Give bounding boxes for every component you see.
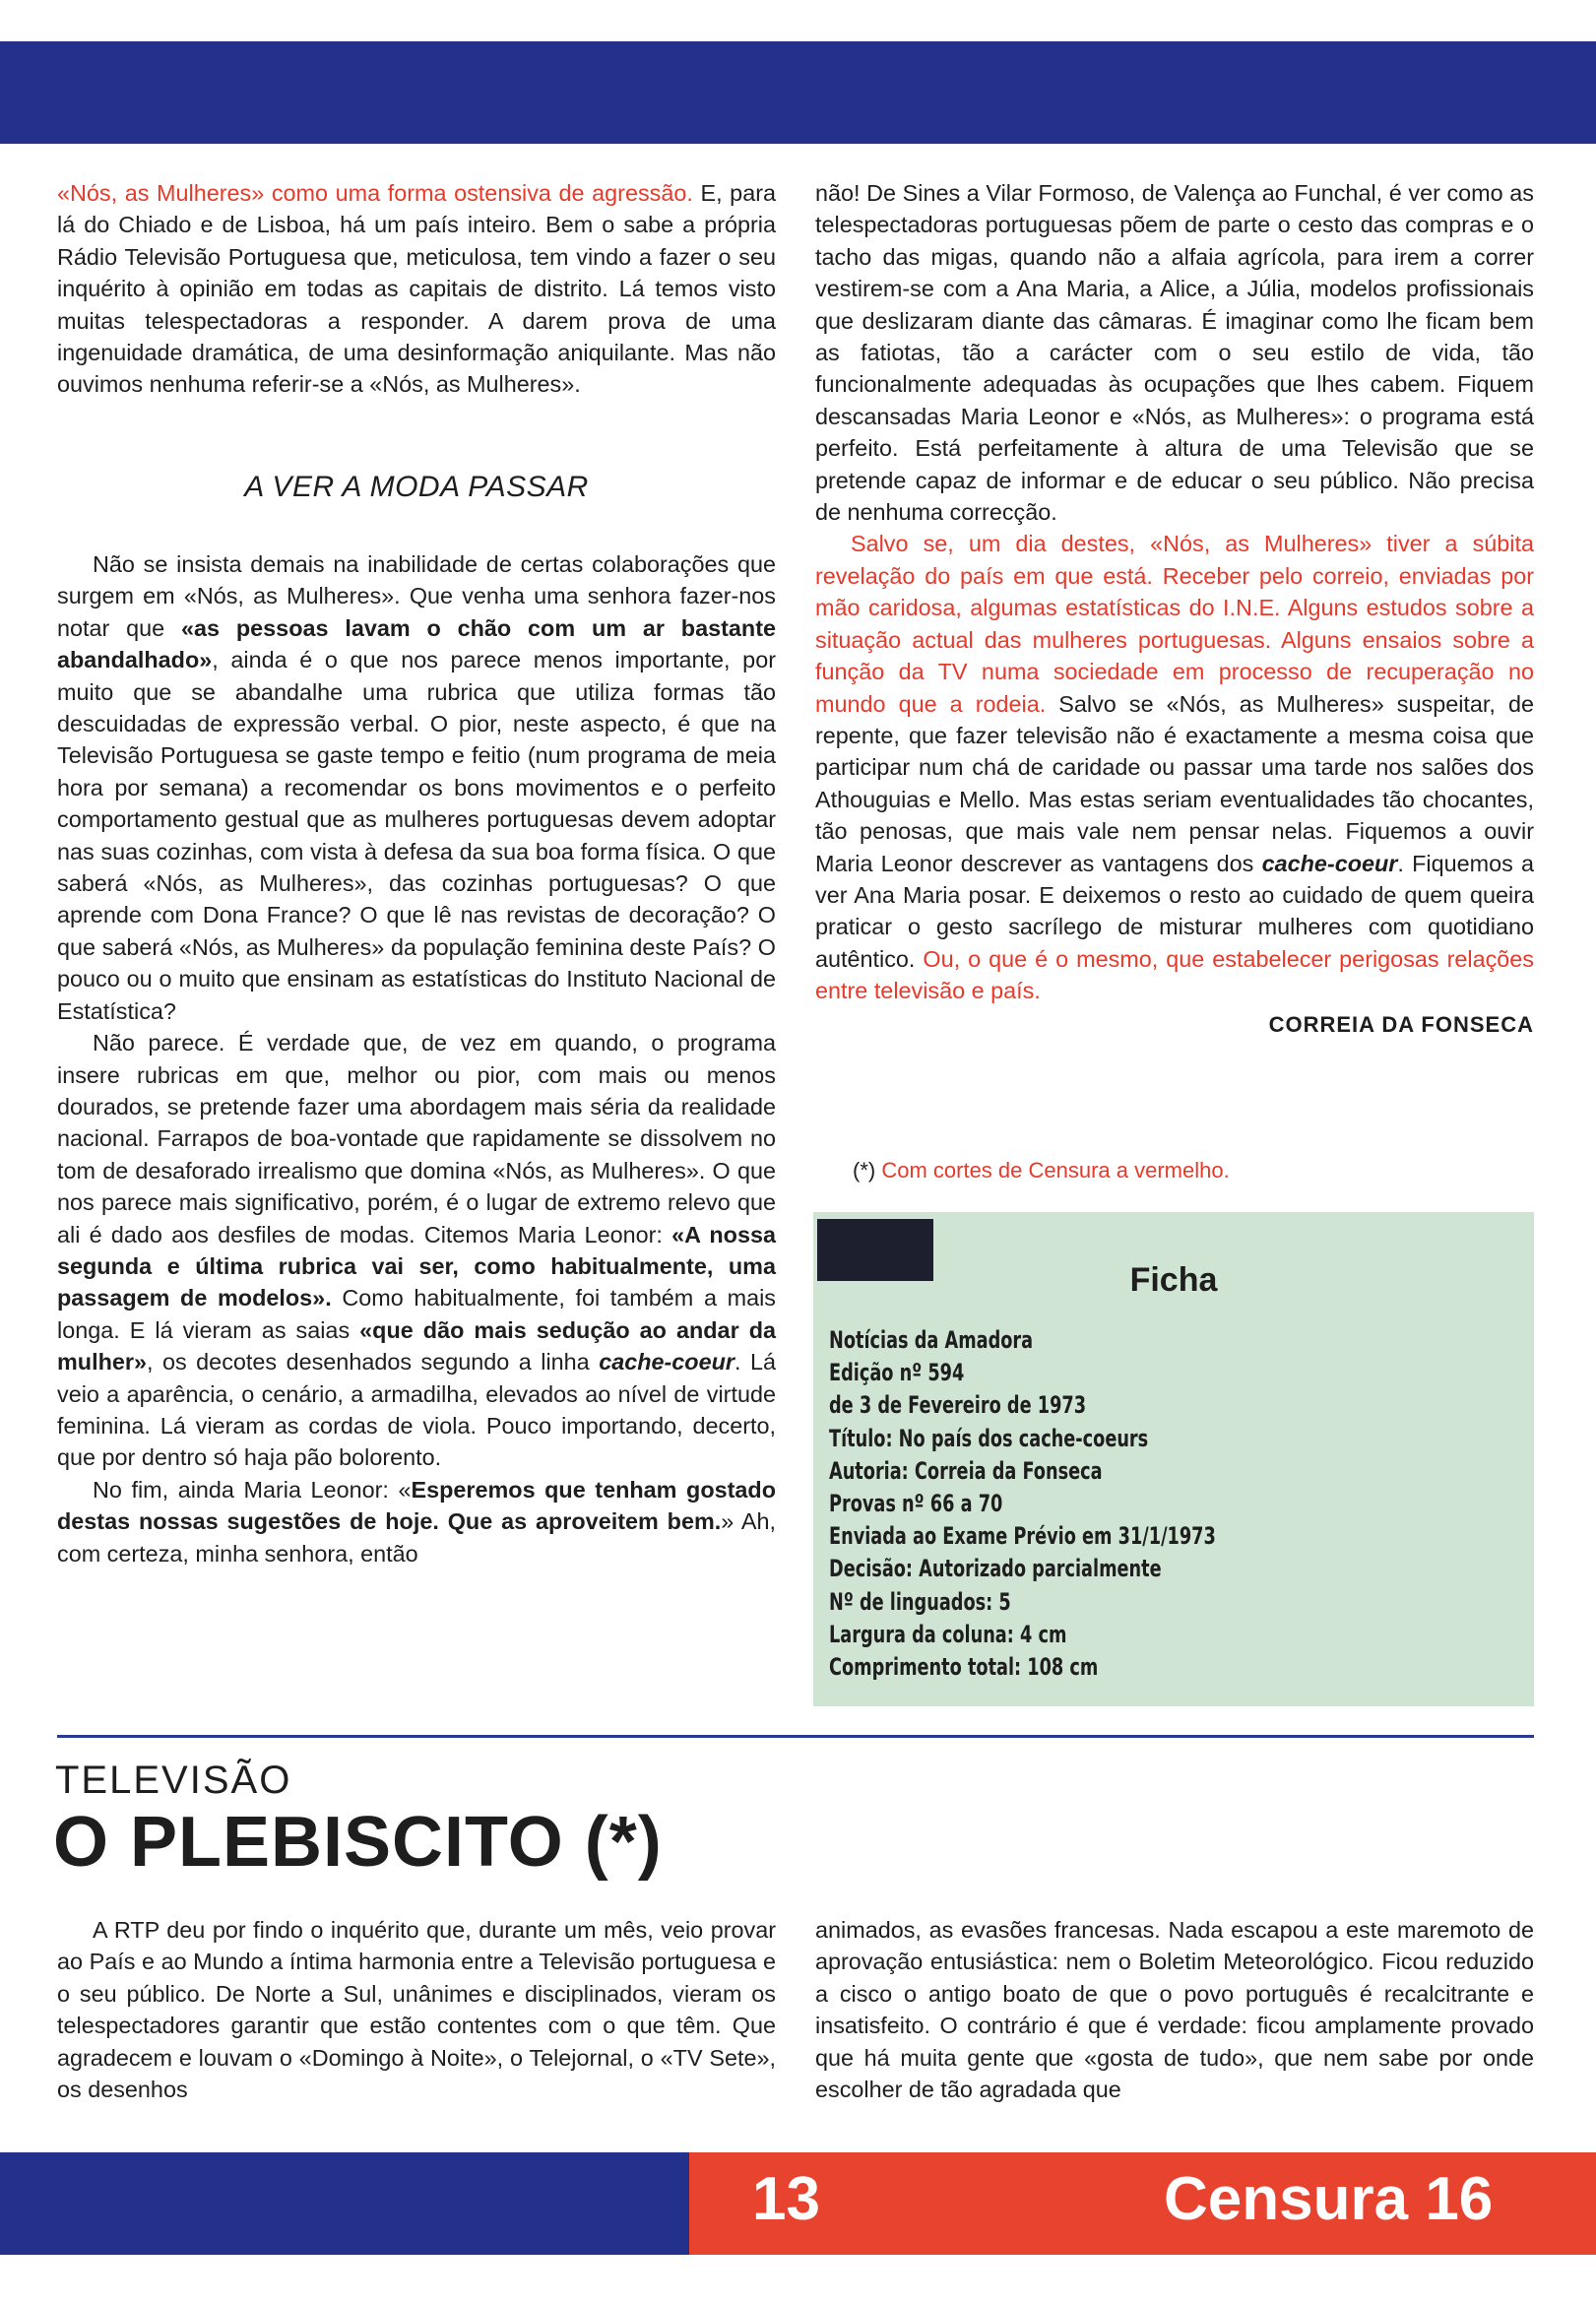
- ficha-line: Decisão: Autorizado parcialmente: [829, 1555, 1162, 1583]
- top-color-band: [0, 41, 1596, 144]
- footer-blue-segment: [0, 2152, 689, 2255]
- ficha-line: de 3 de Fevereiro de 1973: [829, 1391, 1087, 1420]
- ficha-line: Enviada ao Exame Prévio em 31/1/1973: [829, 1522, 1216, 1551]
- right-column: [815, 177, 1534, 1041]
- censored-text: Ou, o que é o mesmo, que estabelecer perigosas relações entre televisão e país.: [815, 945, 1534, 1004]
- bold-quote: «as pessoas lavam o chão com um ar bastante abandalhado»: [57, 614, 776, 673]
- left-column-continued: [57, 548, 776, 1569]
- ficha-line: Título: No país dos cache-coeurs: [829, 1424, 1149, 1452]
- bold-quote: Esperemos que tenham gostado destas nossas sugestões de hoje. Que as aproveitem bem.: [57, 1476, 776, 1535]
- censored-text: Salvo se, um dia destes, «Nós, as Mulheres» tiver a súbita revelação do país em que está. Receber pelo correio, enviadas por mão caridosa, algumas estatísticas do I.N.E. Alguns estudos sobre a situação actual das mulheres portuguesas. Alguns ensaios sobre a função da TV numa sociedade em processo de recuperação no mundo que a rodeia.: [815, 531, 1534, 717]
- italic-term: cache-coeur: [599, 1349, 734, 1376]
- paragraph: animados, as evasões francesas. Nada escapou a este maremoto de aprovação entusiástica: nem o Boletim Meteorológico. Ficou reduzido a cisco o antigo boato de que o povo português é recalcitrante e insatisfeito. O contrário é que é verdade: ficou amplamente provado que há muita gente que «gosta de tudo», que nem sabe por onde escolher de tão agradada que: [815, 1917, 1534, 2103]
- body-text: E, para lá do Chiado e de Lisboa, há um país inteiro. Bem o sabe a própria Rádio Televisão Portuguesa que, meticulosa, tem vindo a fazer o seu inquérito à opinião em todas as capitais de distrito. Lá temos visto muitas telespectadoras a responder. A darem prova de uma ingenuidade dramática, de uma desinformação aniquilante. Mas não ouvimos nenhuma referir-se a «Nós, as Mulheres».: [57, 180, 777, 398]
- ficha-line: Nº de linguados: 5: [829, 1587, 1011, 1616]
- bottom-right-column: [815, 1914, 1534, 2105]
- ficha-line: Comprimento total: 108 cm: [829, 1653, 1099, 1682]
- ficha-line: Edição nº 594: [829, 1359, 965, 1387]
- italic-term: cache-coeur: [1261, 850, 1398, 876]
- bold-quote: «que dão mais sedução ao andar da mulher»: [57, 1316, 776, 1376]
- ficha-line: Notícias da Amadora: [829, 1326, 1034, 1354]
- ficha-box: [813, 1212, 1534, 1706]
- paragraph: A RTP deu por findo o inquérito que, durante um mês, veio provar ao País e ao Mundo a íntima harmonia entre a Televisão portuguesa e o seu público. De Norte a Sul, unânimes e disciplinados, vieram os telespectadores garantir que estão contentes com o que têm. Que agradecem e louvam o «Domingo à Noite», o Telejornal, o «TV Sete», os desenhos: [57, 1917, 776, 2103]
- paragraph: Não parece. É verdade que, de vez em quando, o programa insere rubricas em que, melhor ou pior, com mais ou menos dourados, se pretende fazer uma abordagem mais séria da realidade nacional. Farrapos de boa-vontade que rapidamente se dissolvem no tom de desaforado irrealismo que domina «Nós, as Mulheres». O que nos parece mais significativo, porém, é o lugar de extremo relevo que ali é dado aos desfiles de modas. Citemos Maria Leonor: «A nossa segunda e última rubrica vai ser, como habitualmente, uma passagem de modelos». Como habitualmente, foi também a mais longa. E lá vieram as saias «que dão mais sedução ao andar da mulher», os decotes desenhados segundo a linha cache-coeur. Lá veio a aparência, o cenário, a armadilha, elevados ao nível de virtude feminina. Lá vieram as cordas de viola. Pouco importando, decerto, que por dentro só haja pão bolorento.: [57, 1030, 777, 1471]
- article-title: O PLEBISCITO (*): [53, 1803, 663, 1882]
- censored-text: «Nós, as Mulheres» como uma forma ostensiva de agressão.: [57, 180, 693, 206]
- page-number: 13: [752, 2165, 820, 2233]
- footer-band: [0, 2152, 1596, 2255]
- paragraph: Não se insista demais na inabilidade de certas colaborações que surgem em «Nós, as Mulheres». Que venha uma senhora fazer-nos notar que «as pessoas lavam o chão com um ar bastante abandalhado», ainda é o que nos parece menos importante, por muito que se abandalhe uma rubrica que utiliza formas tão descuidadas de expressão verbal. O pior, neste aspecto, é que na Televisão Portuguesa se gaste tempo e feitio (num programa de meia hora por semana) a recomendar os bons movimentos e o perfeito comportamento gestual que as mulheres portuguesas devem adoptar nas suas cozinhas, com vista à defesa da sua boa forma física. O que saberá «Nós, as Mulheres», das cozinhas portuguesas? O que aprende com Dona France? O que lê nas revistas de decoração? O que saberá «Nós, as Mulheres» da população feminina deste País? O pouco ou o muito que ensinam as estatísticas do Instituto Nacional de Estatística?: [57, 551, 776, 1024]
- ficha-line: Autoria: Correia da Fonseca: [829, 1456, 1103, 1485]
- ficha-line: Provas nº 66 a 70: [829, 1490, 1003, 1518]
- paragraph: [57, 177, 776, 401]
- paragraph: No fim, ainda Maria Leonor: «Esperemos que tenham gostado destas nossas sugestões de hoje. Que as aproveitem bem.» Ah, com certeza, minha senhora, então: [57, 1476, 776, 1567]
- publication-brand: Censura 16: [1164, 2165, 1494, 2233]
- ficha-lines: [829, 1324, 1216, 1684]
- bold-quote: «A nossa segunda e última rubrica vai ser, como habitualmente, uma passagem de modelos».: [57, 1221, 776, 1312]
- section-label: TELEVISÃO: [55, 1759, 292, 1802]
- left-column: [57, 177, 776, 401]
- paragraph: Salvo se, um dia destes, «Nós, as Mulheres» tiver a súbita revelação do país em que está. Receber pelo correio, enviadas por mão caridosa, algumas estatísticas do I.N.E. Alguns estudos sobre a situação actual das mulheres portuguesas. Alguns ensaios sobre a função da TV numa sociedade em processo de recuperação no mundo que a rodeia. Salvo se «Nós, as Mulheres» suspeitar, de repente, que fazer televisão não é exactamente a mesma coisa que participar num chá de caridade ou passar uma tarde nos salões dos Athouguias e Mello. Mas estas seriam eventualidades tão chocantes, tão penosas, que mais vale nem pensar nelas. Fiquemos a ouvir Maria Leonor descrever as vantagens dos cache-coeur. Fiquemos a ver Ana Maria posar. E deixemos o resto ao cuidado de quem queira praticar o gesto sacrílego de misturar mulheres com quotidiano autêntico. Ou, o que é o mesmo, que estabelecer perigosas relações entre televisão e país.: [815, 531, 1535, 1004]
- author-signature: CORREIA DA FONSECA: [1268, 1011, 1534, 1037]
- ficha-line: Largura da coluna: 4 cm: [829, 1620, 1067, 1648]
- ficha-title: Ficha: [1129, 1261, 1218, 1299]
- footnote: (*) Com cortes de Censura a vermelho.: [853, 1158, 1230, 1183]
- section-divider: [57, 1735, 1534, 1738]
- subheading: A VER A MODA PASSAR: [244, 471, 589, 503]
- paragraph: não! De Sines a Vilar Formoso, de Valença ao Funchal, é ver como as telespectadoras portuguesas põem de parte o cesto das compras e o tacho das migas, quando não a alfaia agrícola, para irem a correr vestirem-se com a Ana Maria, a Alice, a Júlia, modelos profissionais que deslizaram diante das câmaras. É imaginar como lhe ficam bem as fatiotas, tão a carácter com o seu estilo de vida, tão funcionalmente adequadas às ocupações que lhes cabem. Fiquem descansadas Maria Leonor e «Nós, as Mulheres»: o programa está perfeito. Está perfeitamente à altura de uma Televisão que se pretende capaz de informar e de educar o seu público. Não precisa de nenhuma correcção.: [815, 180, 1534, 526]
- bottom-left-column: [57, 1914, 776, 2105]
